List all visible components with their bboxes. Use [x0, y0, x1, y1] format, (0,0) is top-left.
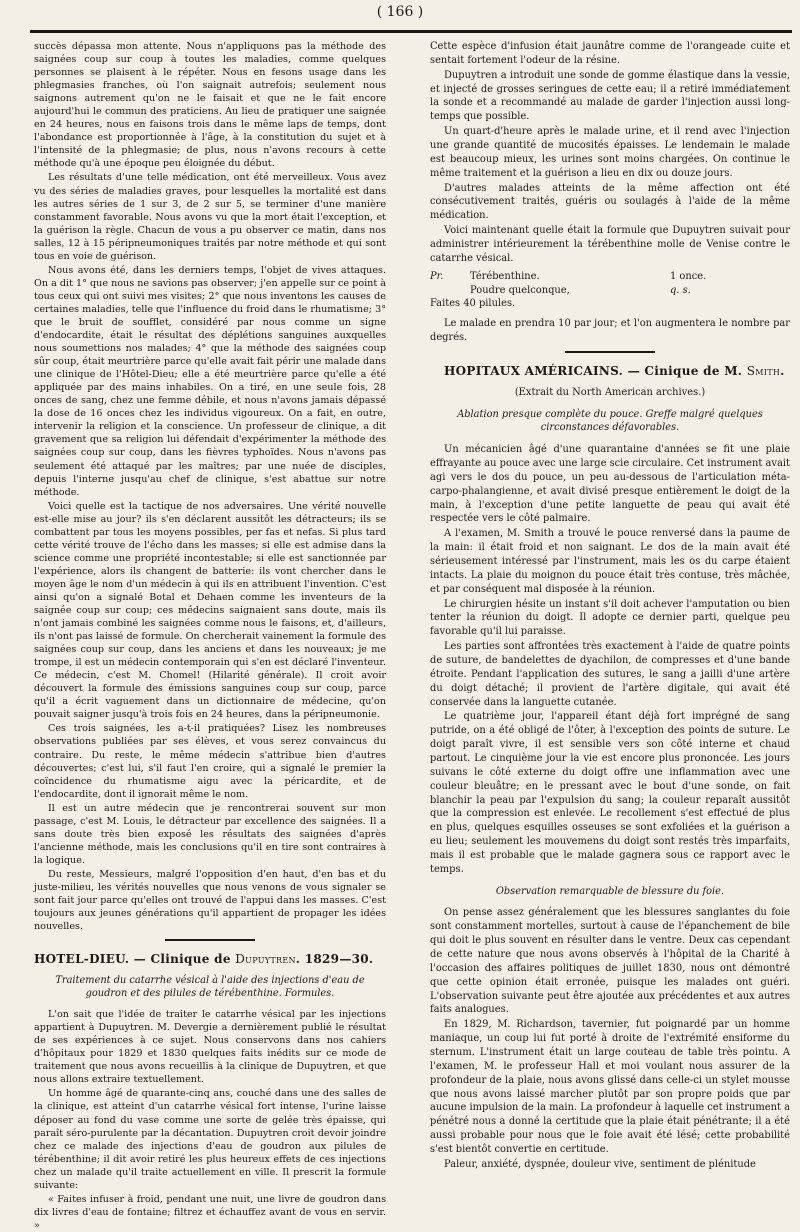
recipe-quantity: q. s.	[670, 284, 691, 296]
recipe-item: Térébenthine.	[470, 270, 540, 282]
paragraph: Le chirurgien hésite un instant s'il doit achever l'amputation ou bien tenter la réunion du doigt. Il adopte ce dernier parti, quelque peu favorable qu'il lui paraisse.	[430, 598, 790, 638]
recipe-item: Poudre quelconque,	[470, 284, 570, 296]
paragraph: Les résultats d'une telle médication, ont été merveilleux. Vous avez vu des séries de maladies graves, pour lesquelles la mortalité est dans les autres séries de 1 sur 3, de 2 sur 5, se terminer d'une manière constamment favorable. Nous avons vu que la mort était l'exception, et la guérison la règle. Chacun de vous a pu observer ce matin, dans nos salles, 12 à 15 péripneumoniques traités par notre méthode et qui sont tous en voie de guérison.	[34, 172, 386, 262]
page-number: ( 166 )	[376, 4, 424, 20]
recipe-quantity: 1 once.	[670, 270, 707, 282]
right-column	[430, 40, 790, 1190]
paragraph: succès dépassa mon attente. Nous n'appliquons pas la méthode des saignées coup sur coup à toutes les maladies, comme quelques personnes se plaisent à le répéter. Nous en fesons usage dans les phlegmasies franches, où l'on saignait autrefois; seulement nous saignons autrement qu'on ne le faisait et que ne le fait encore aujourd'hui le commun des praticiens. Au lieu de pratiquer une saignée en 24 heures, nous en faisons trois dans le même laps de temps, dont l'abondance est proportionnée à l'âge, à la constitution du sujet et à l'intensité de la phlegmasie; de plus, nous n'avons recours à cette méthode qu'à une époque peu éloignée du début.	[34, 41, 386, 170]
paragraph: En 1829, M. Richardson, tavernier, fut poignardé par un homme maniaque, un coup lui fut porté à droite de l'extrémité ensiforme du sternum. L'instrument était un large couteau de table très pointu. A l'examen, M. le professeur Hall et moi voulant nous assurer de la profondeur de la plaie, nous avons glissé dans celle-ci un stylet mousse que nous avons laissé marcher plutôt par son propre poids que par aucune impulsion de la main. La profondeur à laquelle cet instrument a pénétré nous a donné la certitude que la plaie était pénétrante; il a été aussi probable pour nous que le foie avait été lésé; cette probabilité s'est bientôt convertie en certitude.	[430, 1019, 790, 1156]
recipe-instruction: Faites 40 pilules.	[430, 298, 516, 310]
left-column	[34, 40, 386, 1231]
paragraph: Le malade en prendra 10 par jour; et l'on augmentera le nombre par degrés.	[430, 318, 790, 344]
article-subtitle: Ablation presque complète du pouce. Greffe malgré quelques circonstances défavorables.	[457, 408, 763, 434]
paragraph: Les parties sont affrontées très exactement à l'aide de quatre points de suture, de bandelettes de dyachilon, de compresses et d'une bande étroite. Pendant l'application des sutures, le sang a jailli d'une artère du doigt détaché; il provient de l'artère digitale, qui avait été conservée dans la languette cutanée.	[430, 641, 790, 708]
paragraph: Du reste, Messieurs, malgré l'opposition d'en haut, d'en bas et du juste-milieu, les vérités nouvelles que nous venons de vous signaler se sont fait jour parce qu'elles ont trouvé de l'appui dans les masses. C'est toujours aux jeunes générations qu'il appartient de propager les idées nouvelles.	[34, 868, 386, 933]
paragraph: Dupuytren a introduit une sonde de gomme élastique dans la vessie, et injecté de grosses seringues de cette eau; il a retiré immédiatement la sonde et a recommandé au malade de garder l'injection aussi long-temps que possible.	[430, 69, 790, 123]
paragraph: A l'examen, M. Smith a trouvé le pouce renversé dans la paume de la main: il était froid et non saignant. Le dos de la main avait été sérieusement intéressé par l'instrument, mais les os du carpe étaient intacts. La plaie du moignon du pouce était très contuse, très mâchée, et par conséquent mal disposée à la réunion.	[430, 528, 790, 595]
paragraph: Nous avons été, dans les derniers temps, l'objet de vives attaques. On a dit 1° que nous ne savions pas observer; j'en appelle sur ce point à tous ceux qui ont suivi mes visites; 2° que nous inventons les causes de certaines maladies, telle que l'influence du froid dans le rhumatisme; 3° que le bruit de soufflet, considéré par nous comme un signe d'endocardite, était le résultat des déplétions sanguines auxquelles nous soumettions nos malades; 4° que la méthode des saignées coup sûr coup, était meurtrière parce qu'elle avait fait périr une malade dans une clinique de l'Hôtel-Dieu; elle a été meurtrière parce qu'elle a été appliquée par des mains inhabiles. On a tiré, en une seule fois, 28 onces de sang, chez une femme débile, et nous n'avons jamais dépassé la dose de 16 onces chez les individus vigoureux. On a fait, en outre, intervenir la religion et la conscience. Un professeur de clinique, a dit gravement que sa religion lui défendait d'expérimenter la méthode des saignées coup sur coup, dans les fièvres typhoïdes. Nous n'avons pas seulement été attaqué par les maîtres; par une nuée de disciples, depuis l'interne jusqu'au chef de clinique, s'est abattue sur notre méthode.	[34, 264, 386, 498]
paragraph: Un quart-d'heure après le malade urine, et il rend avec l'injection une grande quantité de mucosités épaisses. Le lendemain le malade est beaucoup mieux, les urines sont moins chargées. On continue le même traitement et la guérison a lieu en dix ou douze jours.	[430, 126, 790, 179]
paragraph: D'autres malades atteints de la même affection ont été consécutivement traités, guéris ou soulagés à l'aide de la même médication.	[430, 182, 790, 222]
paragraph: Un mécanicien âgé d'une quarantaine d'années se fit une plaie effrayante au pouce avec une large scie circulaire. Cet instrument avait agi vers le dos du pouce, un peu au-dessous de l'articulation méta-carpo-phalangienne, et avait divisé presque entièrement le doigt de la main, à l'exception d'une petite languette de peau qui avait été respectée vers le côté palmaire.	[430, 444, 790, 525]
heading-name: Dupuytren	[235, 952, 296, 967]
section-heading: HOPITAUX AMÉRICAINS. — Cinique de M. Smith.	[444, 364, 785, 379]
paragraph: L'on sait que l'idée de traiter le catarrhe vésical par les injections appartient à Dupuytren. M. Devergie a dernièrement publié le résultat de ses expériences à ce sujet. Nous conservons dans nos cahiers d'hôpitaux pour 1829 et 1830 quelques faits inédits sur ce mode de traitement que nous avons recueillis à la clinique de Dupuytren, et que nous allons extraire textuellement.	[34, 1009, 386, 1086]
recipe-formula	[430, 270, 790, 312]
paragraph: « Faites infuser à froid, pendant une nuit, une livre de goudron dans dix livres d'eau de fontaine; filtrez et échauffez avant de vous en servir. »	[34, 1193, 386, 1231]
paragraph: Voici maintenant quelle était la formule que Dupuytren suivait pour administrer intérieurement la térébenthine molle de Venise contre le catarrhe vésical.	[430, 225, 790, 264]
section-separator	[565, 351, 655, 353]
recipe-prefix: Pr.	[430, 270, 444, 282]
paragraph: Il est un autre médecin que je rencontrerai souvent sur mon passage, c'est M. Louis, le détracteur par excellence des saignées. Il a sans doute très bien exposé les résultats des saignées d'après l'ancienne méthode, mais les conclusions qu'il en tire sont contraires à la logique.	[34, 802, 386, 866]
article-subtitle: Traitement du catarrhe vésical à l'aide des injections d'eau de goudron et des pilules de térébenthine. Formules.	[55, 974, 365, 999]
paragraph: Ces trois saignées, les a-t-il pratiquées? Lisez les nombreuses observations publiées par ses élèves, et vous serez convaincus du contraire. Du reste, le même médecin s'attribue bien d'autres découvertes; c'est lui, s'il faut l'en croire, qui a signalé le premier la coïncidence du rhumatisme aigu avec la péricardite, et de l'endocardite, dont il ignorait même le nom.	[34, 723, 386, 800]
section-heading: HOTEL-DIEU. — Clinique de Dupuytren. 1829—30.	[34, 952, 374, 967]
header-rule	[30, 30, 792, 33]
paragraph: Un homme âgé de quarante-cinq ans, couché dans une des salles de la clinique, est atteint d'un catarrhe vésical fort intense, l'urine laisse déposer au fond du vase comme une sorte de gelée très épaisse, qui paraît séro-purulente par la décantation. Dupuytren croit devoir joindre chez ce malade des injections d'eau de goudron aux pilules de térébenthine; il dit avoir retiré les plus heureux effets de ces injections chez un malade qu'il traite actuellement en ville. Il prescrit la formule suivante:	[34, 1088, 386, 1191]
paragraph: Voici quelle est la tactique de nos adversaires. Une vérité nouvelle est-elle mise au jour? ils s'en déclarent aussitôt les détracteurs; ils se combattent par tous les moyens possibles, per fas et nefas. Si plus tard cette vérité trouve de l'écho dans les masses; si elle est admise dans la science comme une propriété incontestable; si elle est sanctionnée par l'expérience, alors ils changent de batterie: ils vont chercher dans le moyen âge le nom d'un médecin à qui ils en attribuent l'invention. C'est ainsi qu'on a signalé Botal et Dehaen comme les inventeurs de la saignée coup sur coup; ces médecins saignaient sans doute, mais ils n'ont jamais combiné les saignées comme nous le faisons, et, d'ailleurs, ils n'ont pas laissé de formule. On chercherait vainement la formule des saignées coup sur coup, dans les anciens et dans les nouveaux; je me trompe, il est un médecin contemporain qui s'en est déclaré l'inventeur. Ce médecin, c'est M. Chomel! (Hilarité générale). Il croit avoir découvert la formule des émissions sanguines coup sur coup, parce qu'il a écrit vaguement dans un dictionnaire de médecine, qu'on pouvait saigner jusqu'à trois fois en 24 heures, dans la péripneumonie.	[34, 500, 386, 721]
source-note: (Extrait du North American archives.)	[514, 386, 706, 398]
paragraph: Cette espèce d'infusion était jaunâtre comme de l'orangeade cuite et sentait fortement l'odeur de la résine.	[430, 41, 790, 66]
paragraph: Le quatrième jour, l'appareil étant déjà fort imprégné de sang putride, on a été obligé de l'ôter, à l'exception des points de suture. Le doigt paraît vivre, il est sensible vers son côté interne et chaud partout. Le cinquième jour la vie est encore plus prononcée. Les jours suivans le côté externe du doigt offre une inflammation avec une couleur bleuâtre; en le pressant avec le bout d'une sonde, on fait blanchir la peau par l'expulsion du sang; la couleur reparaît aussitôt que la compression est enlevée. Le recollement s'est effectué de plus en plus, quelques esquilles osseuses se sont exfoliées et la guérison a eu lieu; seulement les mouvemens du doigt sont restés très imparfaits, mais il est probable que le malade gagnera sous ce rapport avec le temps.	[430, 711, 790, 875]
paragraph: On pense assez généralement que les blessures sanglantes du foie sont constamment mortelles, surtout à cause de l'épanchement de bile qui doit le plus souvent en résulter dans le ventre. Deux cas cependant de cette nature que nous avons observés à l'hôpital de la Charité à l'occasion des affaires politiques de juillet 1830, nous ont démontré que cette opinion était erronée, puisque les malades ont guéri. L'observation suivante peut être ajoutée aux précédentes et aux autres faits analogues.	[430, 907, 790, 1016]
section-separator	[165, 939, 255, 941]
observation-title: Observation remarquable de blessure du foie.	[495, 885, 725, 897]
paragraph: Paleur, anxiété, dyspnée, douleur vive, sentiment de plénitude	[444, 1158, 756, 1170]
heading-name: Smith	[746, 364, 781, 379]
